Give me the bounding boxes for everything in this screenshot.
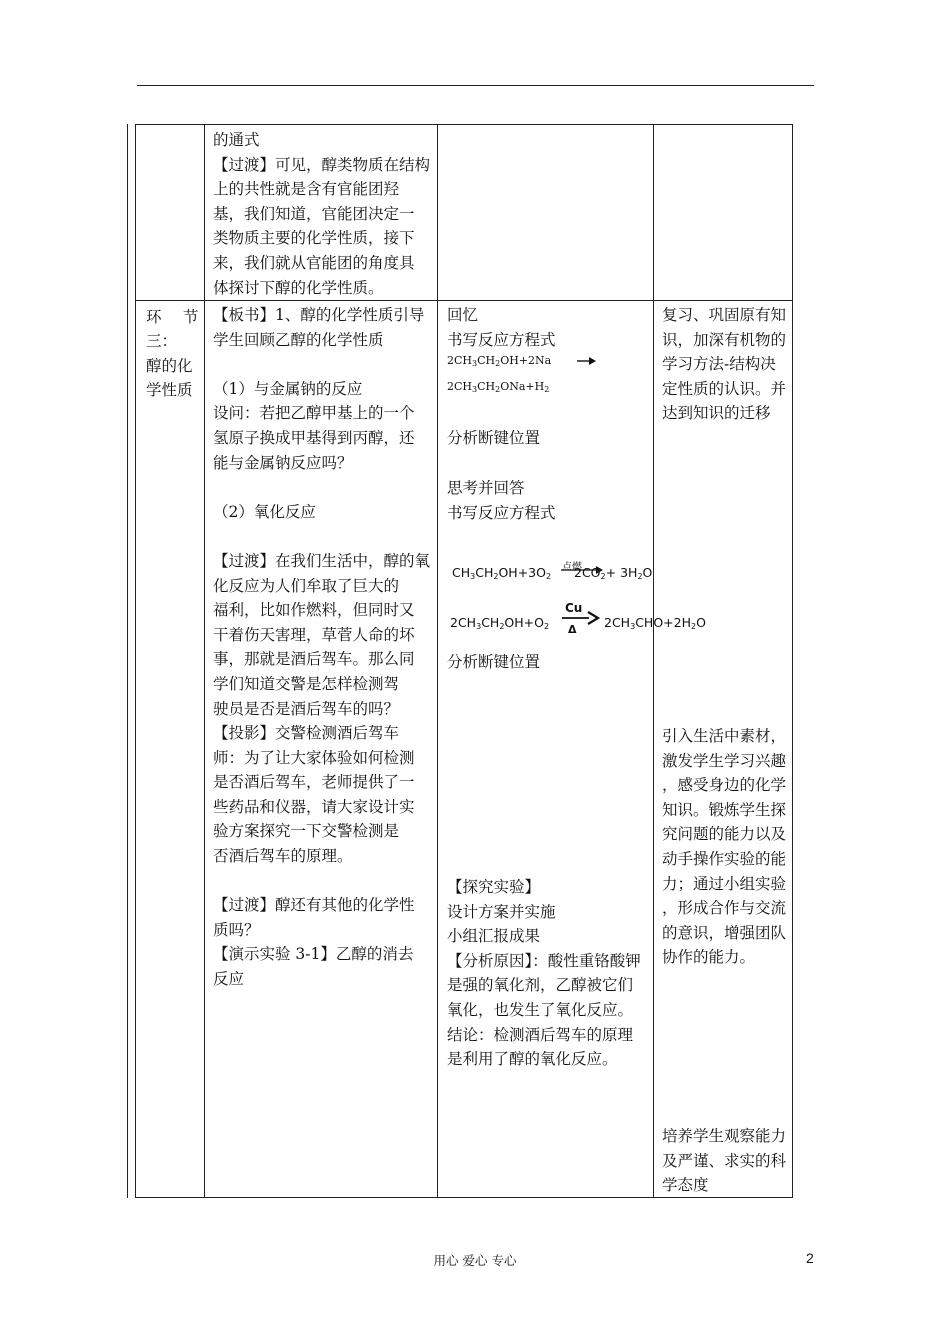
reaction-arrow-icon [575,356,597,366]
text-line: 学性质 [146,381,193,400]
text-line: 及严谨、求实的科 [662,1151,787,1170]
section-title-char-1: 环 [146,308,162,326]
text-line: 究问题的能力以及 [662,825,787,844]
text-line: 师：为了让大家体验如何检测 [213,748,415,767]
text-line: ，感受身边的化学 [662,776,787,795]
column-divider-3 [653,124,654,1198]
text-line: 结论：检测酒后驾车的原理 [447,1025,634,1044]
text-line: 设问：若把乙醇甲基上的一个 [213,404,415,423]
text-line: 氧化，也发生了氧化反应。 [447,1000,634,1019]
oxidation-heat-symbol: Δ [568,623,577,636]
footer-text: 用心 爱心 专心 [433,1253,517,1268]
text-line: 协作的能力。 [662,948,756,967]
text-line: 力；通过小组实验 [662,874,787,893]
combustion-products: $2CO_2+ 3H_2O$ [574,565,653,581]
equation-sodium-products: $2CH_3CH_2ONa+H_2$ [447,380,550,394]
text-line: ，形成合作与交流 [662,899,787,918]
text-line [213,475,430,500]
text-line: 事，那就是酒后驾车。那么同 [213,650,415,669]
section-title [146,329,193,403]
student-exploration [447,875,641,1072]
text-line: 化反应为人们牟取了巨大的 [213,576,400,595]
text-line: 学们知道交警是怎样检测驾 [213,674,400,693]
text-line: 质吗？ [213,920,260,939]
student-analyze-bonds: 分析断键位置 [447,429,541,447]
design-intent-life [662,724,786,970]
text-line: 【板书】1、醇的化学性质引导 [213,306,425,324]
teacher-activity [213,303,430,992]
continued-teacher-text [213,128,430,300]
text-line: 类物质主要的化学性质，接下 [213,229,415,248]
text-line: 基，我们知道，官能团决定一 [213,204,415,223]
text-line: 引入生活中素材， [662,727,787,745]
text-line: 的通式 [213,131,260,149]
text-line: 氢原子换成甲基得到丙醇，还 [213,428,415,447]
text-line: 【演示实验 3-1】乙醇的消去 [213,945,414,964]
text-line: 学习方法-结构决 [662,355,776,374]
text-line: 是利用了醇的氧化反应。 [447,1050,618,1069]
text-line [213,524,430,549]
text-line: （1）与金属钠的反应 [213,379,363,398]
text-line: 学态度 [662,1176,709,1195]
text-line: 些药品和仪器，请大家设计实 [213,797,415,816]
text-line: 小组汇报成果 [447,927,541,946]
text-line: 否酒后驾车的原理。 [213,847,353,866]
oxidation-arrow-icon [561,611,601,625]
text-line: 验方案探究一下交警检测是 [213,822,400,841]
text-line: 激发学生学习兴趣 [662,751,787,770]
text-line: 动手操作实验的能 [662,849,787,868]
text-line: 驶员是否是酒后驾车的吗？ [213,699,400,718]
oxidation-reactants: $2CH_3CH_2OH+O_2$ [450,615,550,631]
student-write-equation: 书写反应方程式 [447,331,556,349]
table-outer-border [127,124,128,1198]
text-line: 设计方案并实施 [447,902,556,921]
text-line: 三： [146,332,178,350]
column-divider-2 [437,124,438,1198]
oxidation-catalyst: Cu [565,601,583,615]
page-number: 2 [806,1250,814,1266]
text-line: 培养学生观察能力 [662,1127,787,1145]
text-line: 【过渡】在我们生活中，醇的氧 [213,551,431,570]
combustion-condition: 点燃 [562,562,582,573]
text-line: 是强的氧化剂，乙醇被它们 [447,976,634,995]
text-line: 干着伤天害理，草菅人命的坏 [213,625,415,644]
text-line: 达到知识的迁移 [662,404,771,423]
text-line: 醇的化 [146,356,193,375]
text-line: 上的共性就是含有官能团羟 [213,180,400,199]
combustion-reactants: $CH_3CH_2OH+3O_2$ [452,565,552,581]
text-line: 定性质的认识。并 [662,379,787,398]
text-line: 体探讨下醇的化学性质。 [213,278,384,297]
lesson-table [127,124,793,1198]
design-intent-observation [662,1124,786,1198]
column-divider-1 [204,124,205,1198]
equation-sodium-reactants: $2CH_3CH_2OH+2Na$ [447,354,552,368]
text-line: 识，加深有机物的 [662,330,787,349]
text-line: 【投影】交警检测酒后驾车 [213,724,400,743]
text-line [213,869,430,894]
text-line: 是否酒后驾车，老师提供了一 [213,773,415,792]
student-recall: 回忆 [447,306,479,324]
text-line: 能与金属钠反应吗？ [213,453,353,472]
design-intent-review [662,303,786,426]
text-line: 【过渡】醇还有其他的化学性 [213,896,415,915]
section-title-char-2: 节 [183,308,199,326]
text-line: 复习、巩固原有知 [662,306,787,324]
text-line: 知识。锻炼学生探 [662,800,787,819]
text-line: 【分析原因】：酸性重铬酸钾 [447,951,641,970]
text-line: （2）氧化反应 [213,502,316,521]
student-write-equation-2: 书写反应方程式 [447,504,556,522]
text-line: 来，我们就从官能团的角度具 [213,253,415,272]
text-line: 的意识，增强团队 [662,923,787,942]
text-line: 学生回顾乙醇的化学性质 [213,330,384,349]
text-line: 【过渡】可见，醇类物质在结构 [213,155,431,174]
text-line [213,352,430,377]
student-think-answer: 思考并回答 [447,479,525,497]
oxidation-products: $2CH_3CHO+2H_2O$ [604,615,706,631]
text-line: 【探究实验】 [447,878,541,896]
text-line: 福利，比如作燃料，但同时又 [213,601,415,620]
text-line: 反应 [213,970,245,989]
student-analyze-bonds-2: 分析断键位置 [447,653,541,671]
header-rule [137,85,814,86]
